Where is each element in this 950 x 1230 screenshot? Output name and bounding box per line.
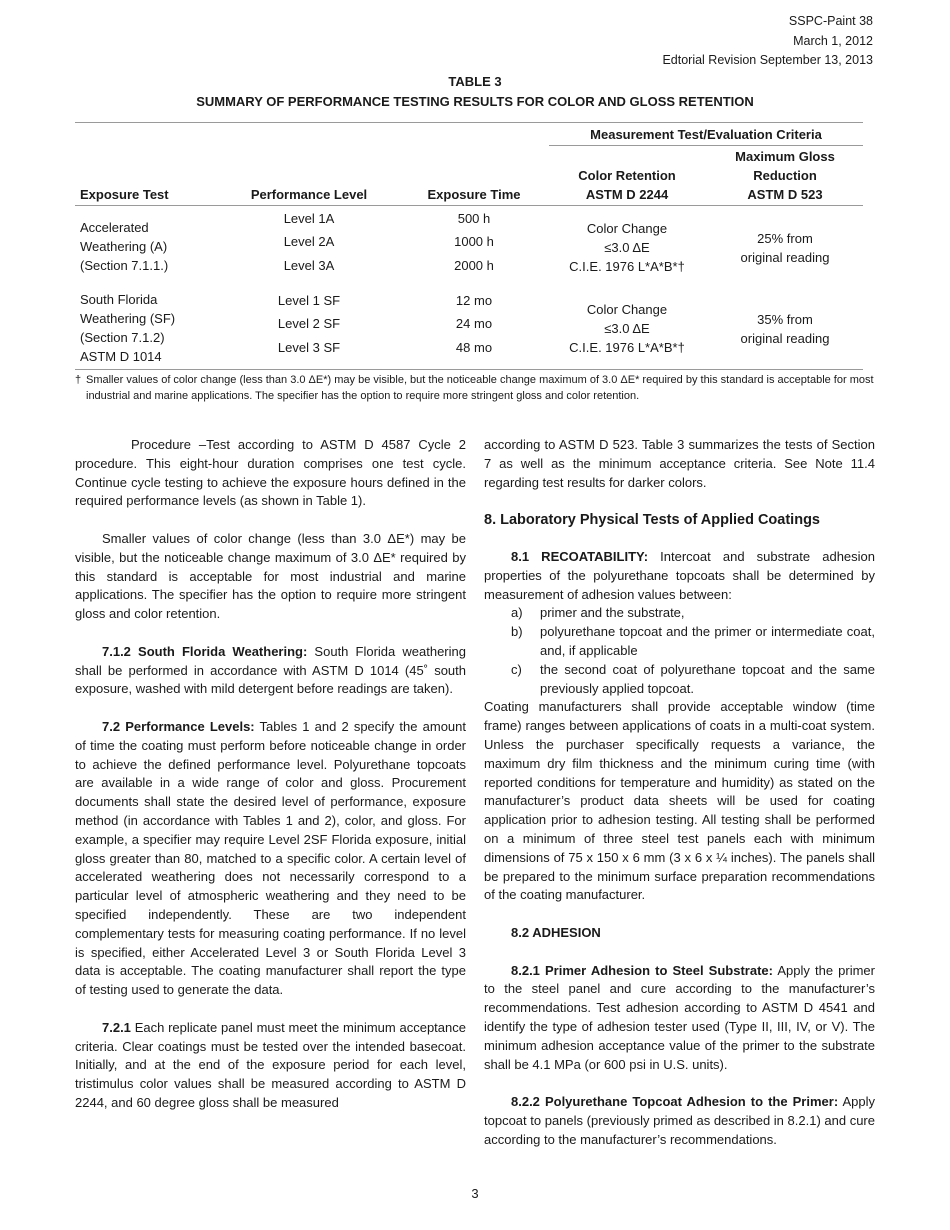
section-8-2-1 [484,962,875,1075]
section-title: 8.2.1 Primer Adhesion to Steel Substrate: [511,962,773,978]
document-header [662,12,873,71]
section-title: 7.2.1 [102,1019,131,1035]
list-item [484,661,875,699]
section-text: South Florida weathering shall be performed in accordance with ASTM D 1014 (45˚ south exposure, washed with mild detergent before readings are taken). [75,643,466,697]
group-header-rule [549,145,863,146]
time-cell: 500 h [457,211,491,226]
table-caption: SUMMARY OF PERFORMANCE TESTING RESULTS FOR COLOR AND GLOSS RETENTION [196,93,754,109]
list-label: c) [511,661,522,677]
color-change-paragraph: Smaller values of color change (less than 3.0 ΔE*) may be visible, but the noticeable change maximum of 3.0 ΔE* required by this standard is acceptable for most industrial and marine applications. The specifier has the option to require more stringent gloss and color retention. [75,530,466,622]
exposure-test-line: Accelerated [80,220,149,235]
gloss-label-2: Reduction [753,168,817,183]
exposure-test-line: Weathering (A) [80,239,168,254]
footnote-mark: † [75,374,82,386]
time-cell: 2000 h [454,257,494,273]
col-header-max-gloss [707,147,863,204]
header-rule [75,205,863,206]
color-retention-standard: ASTM D 2244 [585,187,669,202]
color-retention-criteria [549,300,705,357]
col-header-color-retention [549,166,705,204]
list-label: a) [511,605,523,621]
section-title: 8.2.2 Polyurethane Topcoat Adhesion to the Primer: [511,1094,839,1110]
section-7-2 [75,718,466,1000]
gloss-line: 35% from [757,312,813,327]
table-row [80,218,230,275]
exposure-times [409,207,539,277]
color-retention-criteria [549,219,705,276]
color-line: Color Change [586,221,668,236]
list-text: polyurethane topcoat and the primer or intermediate coat, and, if applicable [540,624,875,658]
level-cell: Level 2A [283,234,335,250]
exposure-test-line: ASTM D 1014 [80,349,162,364]
col-header-exposure-time: Exposure Time [427,187,521,202]
doc-revision: Edtorial Revision September 13, 2013 [662,53,873,67]
color-line: C.I.E. 1976 L*A*B*† [569,259,685,274]
list-text: primer and the substrate, [540,605,685,621]
section-text: Apply topcoat to panels (previously primed as described in 8.2.1) and cure according to the manufacturer’s recommendations. [484,1094,876,1147]
color-line: C.I.E. 1976 L*A*B*† [569,340,685,355]
time-cell: 24 mo [455,316,493,332]
section-text: Tables 1 and 2 specify the amount of time the coating must perform before noticeable change in order to achieve the defined performance level. Polyurethane topcoats are available in a wide range of color and gloss. Procurement documents shall state the desired level of performance, exposure method (in accordance with Tables 1 and 2), color, and gloss. For example, a specifier may require Level 2SF Florida exposure, initial gloss greater than 80, matched to a specific color. A certain level of accelerated weathering does not necessarily correspond to a particular level of atmospheric weathering and they need to be specified independently. These are two independent complementary tests for measuring coating performance. If no level is specified, either Accelerated Level 3 or South Florida Level 3 data is acceptable. The coating manufacturer shall report the type of testing used to generate the data. [75,718,467,998]
table-title [75,72,875,111]
gloss-label-1: Maximum Gloss [735,149,835,164]
time-cell: 1000 h [454,234,494,250]
section-7-1-2 [75,643,466,699]
procedure-paragraph: Procedure –Test according to ASTM D 4587 Cycle 2 procedure. This eight-hour duration comprises one test cycle. Continue cycle testing to achieve the exposure hours defined in the required performance levels (as shown in Table 1). [75,437,466,509]
section-text: Apply the primer to the steel panel and cure according to the manufacturer’s recommendations. Test adhesion according to ASTM D 4541 and identify the type of adhesion tester used (Type II, III, IV, or V). The minimum adhesion acceptance value of the primer to the substrate shall be 4.1 MPa (or 600 psi in U.S. units). [484,962,875,1072]
section-8-2-heading: 8.2 ADHESION [511,924,601,940]
exposure-test-line: (Section 7.1.2) [80,330,165,345]
list-item [484,623,875,661]
windows-paragraph: Coating manufacturers shall provide acceptable window (time frame) ranges between applications of coats in a multi-coat system. Unless the purchaser specifically requests a variance, the maximum dry film thickness and the minimum curing time (with reported conditions for temperature and humidity) as stated on the manufacturer’s product data sheets will be used for coating application prior to adhesion testing. All testing shall be performed on a minimum of three steel test panels each with minimum dimensions of 75 x 150 x 6 mm (3 x 6 x ¼ inches). The panels shall be prepared to the minimum surface preparation recommendations of the coating manufacturer. [484,699,875,903]
gloss-criteria [707,229,863,267]
section-text: Intercoat and substrate adhesion properties of the polyurethane topcoats shall be determined by measurement of adhesion values between: [484,548,875,602]
performance-table [75,122,863,370]
gloss-line: 25% from [757,231,813,246]
adhesion-list [484,604,875,698]
gloss-line: original reading [740,250,830,265]
section-8-2-2 [484,1093,875,1149]
section-title: 8.1 RECOATABILITY: [511,548,649,564]
level-cell: Level 3 SF [277,339,341,355]
level-cell: Level 2 SF [277,316,341,332]
level-cell: Level 1 SF [277,293,341,308]
exposure-test-line: Weathering (SF) [80,311,176,326]
page-number: 3 [471,1186,479,1201]
level-cell: Level 1A [283,211,335,226]
section-7-2-1 [75,1019,466,1113]
col-header-exposure-test: Exposure Test [80,187,169,202]
gloss-line: original reading [740,331,830,346]
level-cell: Level 3A [283,257,335,273]
table-row [80,290,230,366]
time-cell: 12 mo [455,293,493,308]
doc-id: SSPC-Paint 38 [788,14,873,28]
performance-levels [239,207,379,277]
col-header-performance-level: Performance Level [250,187,368,202]
list-item [484,604,875,623]
gloss-standard: ASTM D 523 [747,187,823,202]
section-title: 7.1.2 South Florida Weathering: [102,643,308,659]
time-cell: 48 mo [455,339,493,355]
list-label: b) [511,624,523,640]
section-8-1 [484,548,875,604]
table-footnote [75,373,877,404]
doc-date: March 1, 2012 [793,33,873,48]
performance-levels [239,289,379,359]
color-line: ≤3.0 ΔE [604,321,650,336]
section-8-heading: 8. Laboratory Physical Tests of Applied Coatings [484,512,820,529]
table-label: TABLE 3 [448,74,502,89]
exposure-test-line: South Florida [80,292,158,307]
section-title: 7.2 Performance Levels: [102,718,255,734]
footnote-text: Smaller values of color change (less than 3.0 ΔE*) may be visible, but the noticeable change maximum of 3.0 ΔE* required by this standard is acceptable for most industrial and marine applications. The specifier has the option to require more stringent gloss and color retention. [86,374,874,402]
gloss-criteria [707,310,863,348]
exposure-times [409,289,539,359]
exposure-test-line: (Section 7.1.1.) [80,258,169,273]
color-line: Color Change [586,302,668,317]
group-header: Measurement Test/Evaluation Criteria [590,127,822,142]
left-column [75,436,466,1131]
color-line: ≤3.0 ΔE [604,240,650,255]
color-retention-label: Color Retention [578,168,676,183]
continuation-paragraph: according to ASTM D 523. Table 3 summarizes the tests of Section 7 as well as the minimum acceptance criteria. See Note 11.4 regarding test results for darker colors. [484,437,875,490]
right-column [484,436,875,1168]
section-text: Each replicate panel must meet the minimum acceptance criteria. Clear coatings must be tested over the intended basecoat. Initially, and at the end of the exposure period for each level, tristimulus color values shall be measured according to ASTM D 2244, and 60 degree gloss shall be measured [75,1019,466,1110]
list-text: the second coat of polyurethane topcoat and the same previously applied topcoat. [540,661,875,696]
